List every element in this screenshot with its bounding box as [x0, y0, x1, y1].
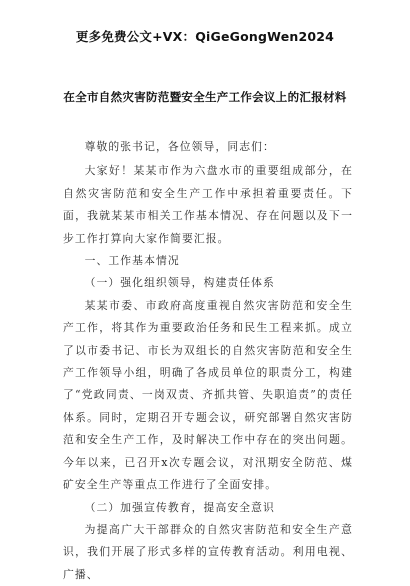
salutation: 尊敬的张书记，各位领导，同志们： — [84, 140, 275, 153]
promo-header: 更多免费公文+VX：QiGeGongWen2024 — [75, 29, 335, 44]
subsection-heading-1: （一）强化组织领导，构建责任体系 — [84, 276, 275, 290]
document-title: 在全市自然灾害防范暨安全生产工作会议上的汇报材料 — [63, 90, 347, 104]
subsection-paragraph-1: 某某市委、市政府高度重视自然灾害防范和安全生产工作，将其作为重要政治任务和民生工程来抓。成立了以市委书记、市长为双组长的自然灾害防范和安全生产工作领导小组，明确了各成员单位的职责分工，构建了“党政同责、一岗双责、齐抓共管、失职追责”的责任体系。同时，定期召开专题会议，研究部署自然灾害防范和安全生产工作，及时解决工作中存在的突出问题。今年以来，已召开x次专题会议，对汛期安全防范、煤矿安全生产等重点工作进行了全面安排。 — [63, 298, 353, 492]
subsection-paragraph-2: 为提高广大干部群众的自然灾害防范和安全生产意识，我们开展了形式多样的宣传教育活动。利用电视、广播、 — [63, 522, 353, 581]
intro-paragraph: 大家好！某某市作为六盘水市的重要组成部分，在自然灾害防范和安全生产工作中承担着重要责任。下面，我就某某市相关工作基本情况、存在问题以及下一步工作打算向大家作简要汇报。 — [63, 164, 353, 245]
subsection-heading-2: （二）加强宣传教育，提高安全意识 — [84, 500, 275, 514]
section-heading-1: 一、工作基本情况 — [84, 254, 180, 268]
document-body — [63, 136, 353, 586]
